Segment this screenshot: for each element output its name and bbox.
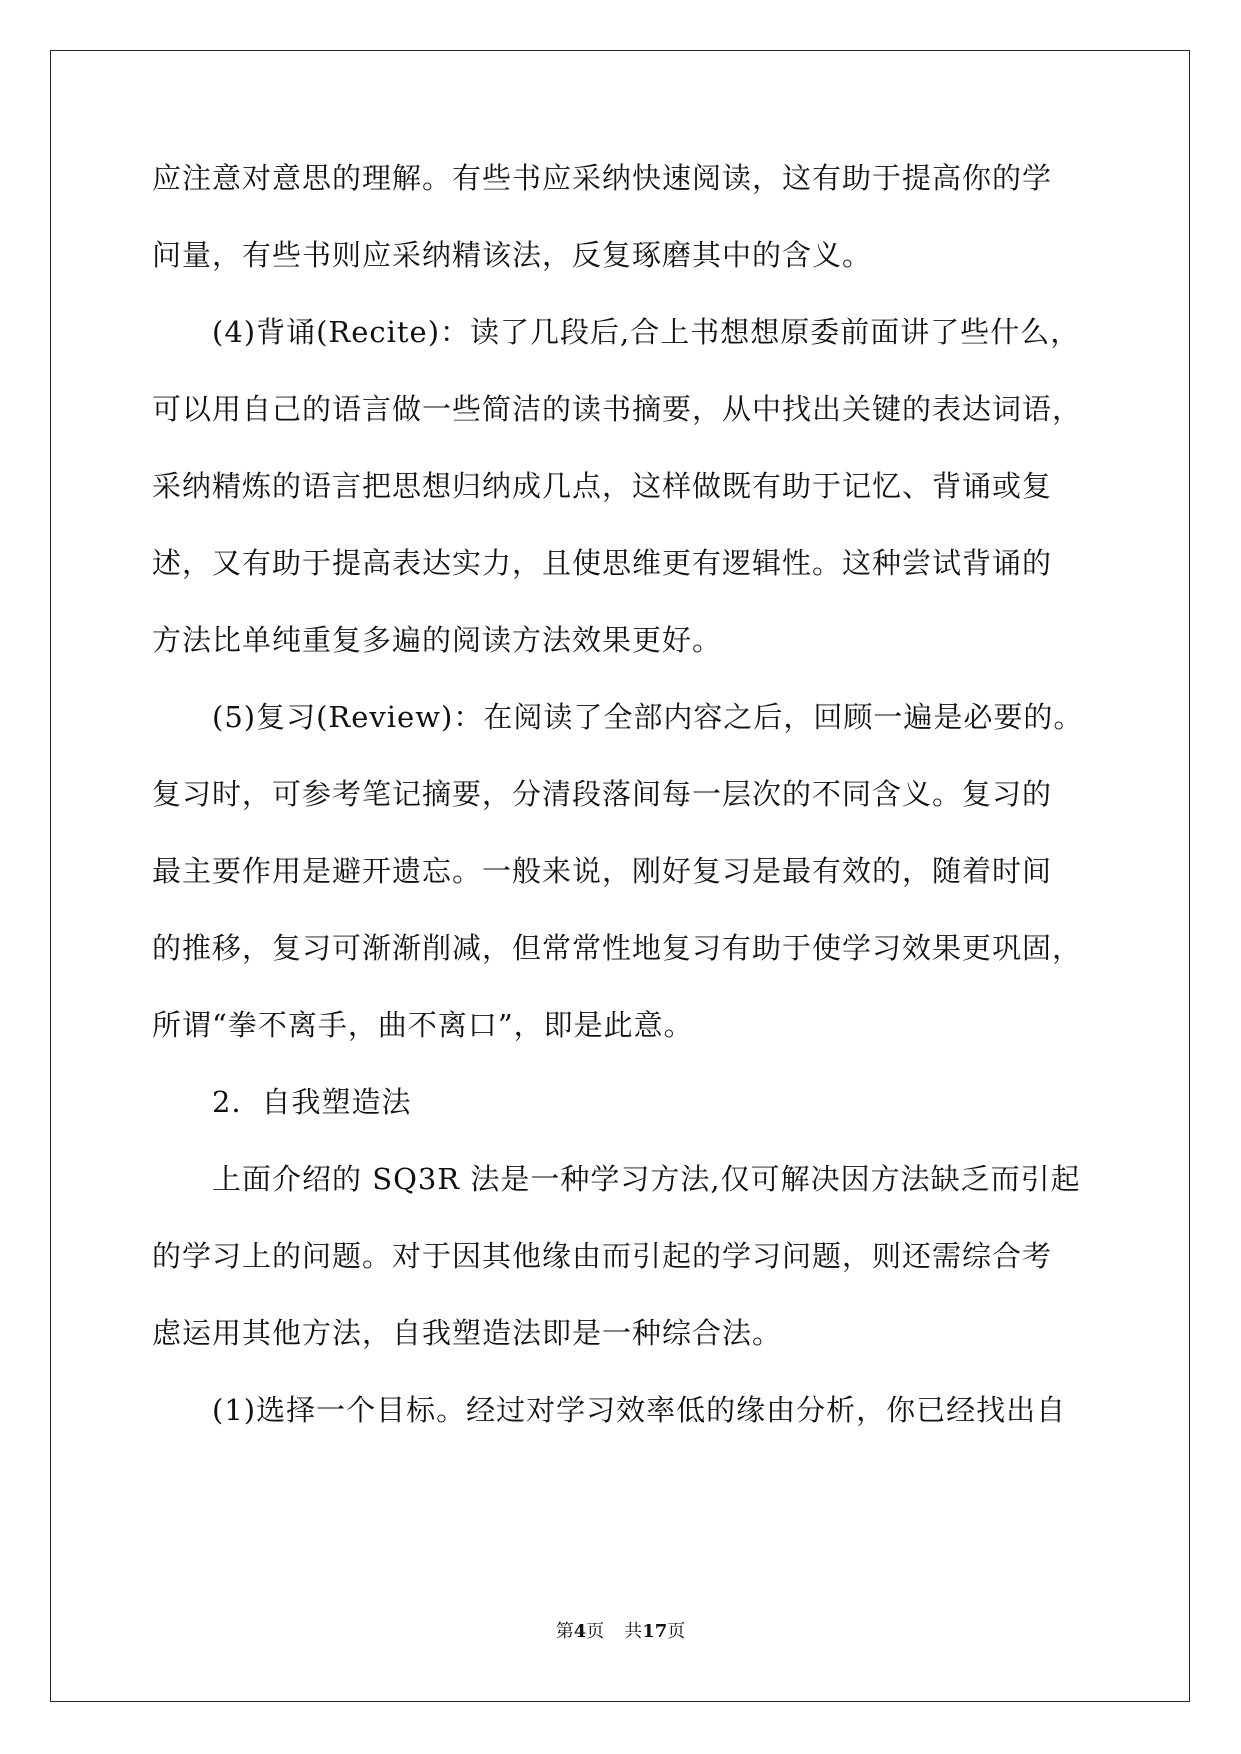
- text-line: 应注意对意思的理解。有些书应采纳快速阅读，这有助于提高你的学: [152, 161, 1053, 195]
- page-footer: [0, 1617, 1241, 1643]
- text-line: 的学习上的问题。对于因其他缘由而引起的学习问题，则还需综合考: [152, 1239, 1053, 1273]
- document-body: [152, 160, 1097, 1469]
- text-line: 虑运用其他方法，自我塑造法即是一种综合法。: [152, 1316, 783, 1350]
- footer-page-prefix: 第: [555, 1621, 574, 1642]
- footer-page-suffix: 页: [586, 1621, 605, 1642]
- text-line: 述，又有助于提高表达实力，且使思维更有逻辑性。这种尝试背诵的: [152, 546, 1053, 580]
- paragraph-start-sq3r: 上面介绍的 SQ3R 法是一种学习方法,仅可解决因方法缺乏而引起: [212, 1162, 1081, 1196]
- footer-total-prefix: 共: [624, 1621, 643, 1642]
- text-line: 复习时，可参考笔记摘要，分清段落间每一层次的不同含义。复习的: [152, 777, 1053, 811]
- paragraph-start-recite: (4)背诵(Recite)：读了几段后,合上书想想原委前面讲了些什么，: [212, 315, 1081, 349]
- text-line: 所谓“拳不离手，曲不离口”，即是此意。: [152, 1008, 694, 1042]
- footer-total-suffix: 页: [667, 1621, 686, 1642]
- footer-page-number: 4: [573, 1621, 587, 1642]
- footer-total-number: 17: [642, 1621, 668, 1642]
- text-line: 的推移，复习可渐渐削减，但常常性地复习有助于使学习效果更巩固，: [152, 931, 1083, 965]
- text-line: 最主要作用是避开遗忘。一般来说，刚好复习是最有效的，随着时间: [152, 854, 1053, 888]
- text-line: 问量，有些书则应采纳精该法，反复琢磨其中的含义。: [152, 238, 873, 272]
- text-line: 采纳精炼的语言把思想归纳成几点，这样做既有助于记忆、背诵或复: [152, 469, 1053, 503]
- text-line: 可以用自己的语言做一些简洁的读书摘要，从中找出关键的表达词语，: [152, 392, 1083, 426]
- paragraph-start-review: (5)复习(Review)：在阅读了全部内容之后，回顾一遍是必要的。: [212, 700, 1084, 734]
- section-heading: 2．自我塑造法: [212, 1085, 412, 1119]
- paragraph-start-goal: (1)选择一个目标。经过对学习效率低的缘由分析，你已经找出自: [212, 1393, 1067, 1427]
- text-line: 方法比单纯重复多遍的阅读方法效果更好。: [152, 623, 723, 657]
